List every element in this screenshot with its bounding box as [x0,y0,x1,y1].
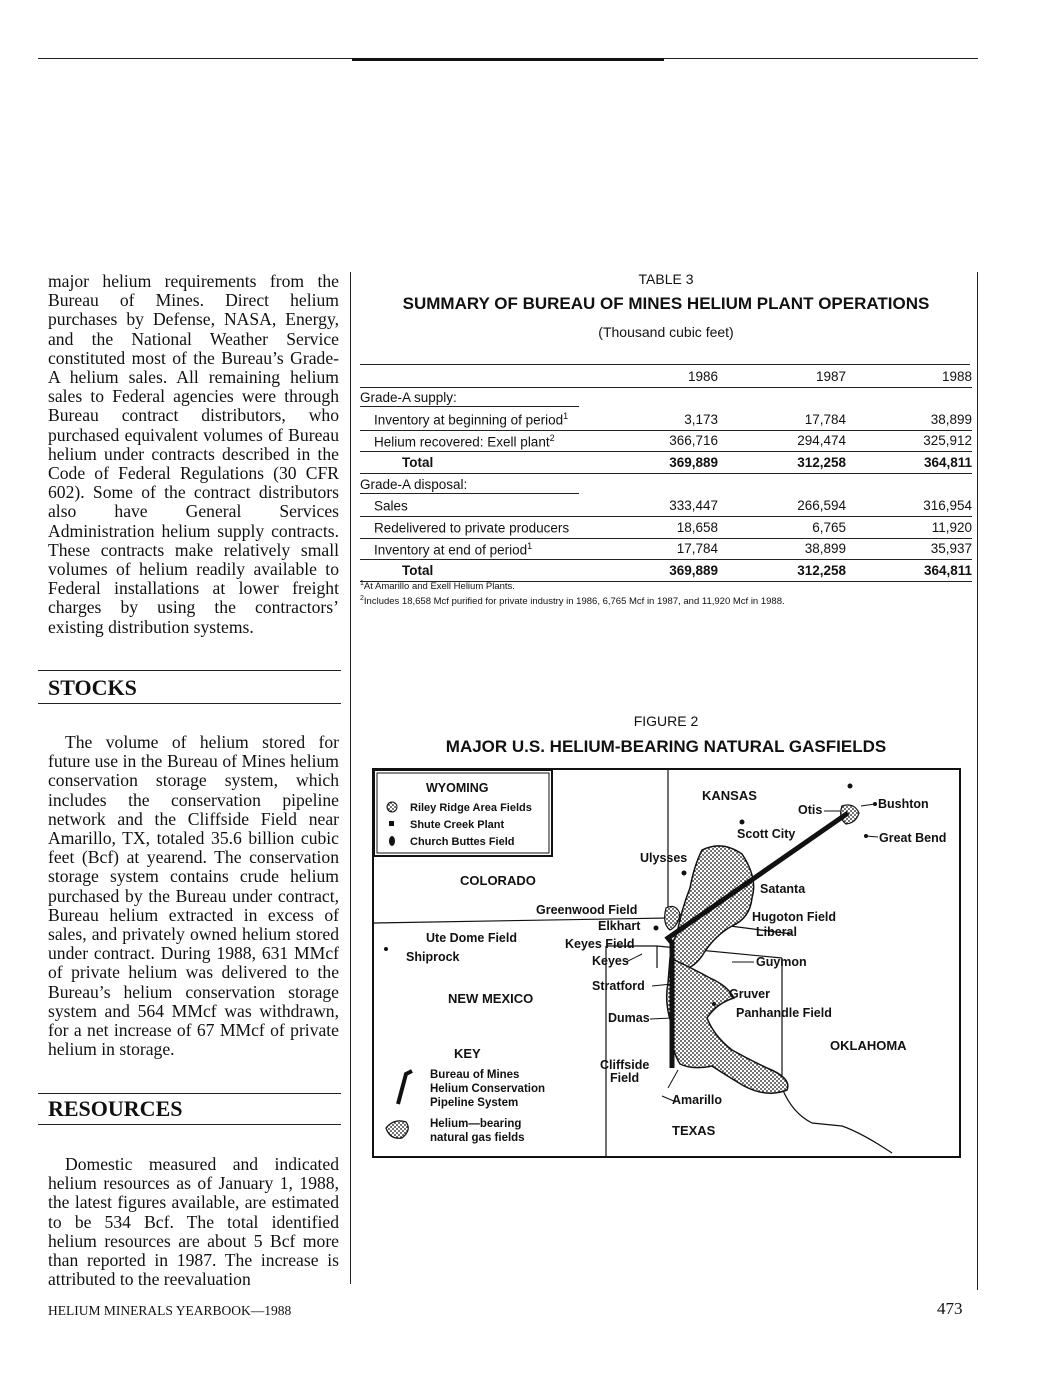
header-1987: 1987 [718,366,846,388]
stocks-paragraph: The volume of helium stored for future use in the Bureau of Mines helium conservation storage system, which includes the conservation pipeline network and the Cliffside Field near Amarillo, TX, totaled 35.6 billion cubic feet (Bcf) at yearend. The conservation storage system contains crude helium purchased by the Bureau under contract, Bureau helium extracted in excess of sales, and privately owned helium stored under contract. During 1988, 631 MMcf of private helium was delivered to the Bureau’s helium conservation storage system and 564 MMcf was withdrawn, for a net increase of 67 MMcf of private helium in storage. [48,732,339,1060]
table-row: Inventory at end of period$^1$ 17,784 38,899 35,937 [360,538,972,560]
header-1988: 1988 [846,366,972,388]
svg-text:Guymon: Guymon [756,955,807,969]
svg-text:Scott City: Scott City [737,827,796,841]
table-total-row: Total 369,889 312,258 364,811 [360,452,972,474]
riley-ridge-icon [387,802,397,812]
helium-operations-table [360,366,972,582]
resources-paragraph: Domestic measured and indicated helium resources as of January 1, 1988, the latest figures available, are estimated to be 534 Bcf. The total identified helium resources are about 5 Bcf more than reported in 1987. The increase is attributed to the reevaluation [48,1154,339,1290]
svg-text:Amarillo: Amarillo [672,1093,723,1107]
svg-text:Bureau of Mines: Bureau of Mines [430,1069,520,1081]
svg-text:Helium Conservation: Helium Conservation [430,1083,546,1095]
svg-text:Otis: Otis [798,803,823,817]
svg-text:KEY: KEY [454,1046,481,1061]
svg-text:Stratford: Stratford [592,979,645,993]
header-1986: 1986 [633,366,718,388]
svg-text:Gruver: Gruver [729,987,770,1001]
page-number: 473 [937,1299,963,1318]
table-top-rule [360,364,970,365]
svg-text:Church Buttes Field: Church Buttes Field [410,836,515,848]
paragraph-helium-sales: major helium requirements from the Bureau of Mines. Direct helium purchases by Defense, NASA, Energy, and the National Weather Service constituted most of the Bureau’s Grade-A helium sales. All remaining helium sales to Federal agencies were through Bureau contract distributors, who purchased equivalent volumes of Bureau helium under contracts described in the Code of Federal Regulations (30 CFR 602). Some of the contract distributors also have General Services Administration helium supply contracts. These contracts make relatively small volumes of helium readily available to Federal installations at lower freight charges by using the contractors’ existing distribution systems. [48,271,339,637]
table-units: (Thousand cubic feet) [598,324,734,340]
right-margin-rule [977,272,978,1290]
svg-text:natural gas fields: natural gas fields [430,1132,525,1144]
section-label-disposal: Grade-A disposal: [360,474,633,495]
svg-text:Great Bend: Great Bend [879,831,947,845]
svg-text:Shiprock: Shiprock [406,950,460,964]
svg-text:Liberal: Liberal [756,925,797,939]
svg-text:Elkhart: Elkhart [598,919,641,933]
table-row: Sales 333,447 266,594 316,954 [360,495,972,516]
top-rule-thick [352,58,664,61]
svg-text:KANSAS: KANSAS [702,788,757,803]
svg-text:Ulysses: Ulysses [640,851,688,865]
stocks-rule-top [38,670,341,671]
table-footnote-1: $^1$At Amarillo and Exell Helium Plants. [360,580,515,593]
svg-text:Riley Ridge Area Fields: Riley Ridge Area Fields [410,802,532,814]
row-label: Inventory at end of period$^1$ [360,538,633,560]
row-label: Redelivered to private producers [360,516,633,538]
resources-rule-bottom [38,1124,341,1125]
svg-text:Keyes: Keyes [592,954,629,968]
svg-text:COLORADO: COLORADO [460,873,536,888]
row-label: Helium recovered: Exell plant$^2$ [360,430,633,452]
church-buttes-icon [389,836,395,846]
figure-title: MAJOR U.S. HELIUM-BEARING NATURAL GASFIELDS [445,737,887,756]
stocks-rule-bottom [38,703,341,704]
svg-text:Shute Creek Plant: Shute Creek Plant [410,819,505,831]
svg-text:Bushton: Bushton [878,797,929,811]
table-row [360,474,972,495]
svg-text:OKLAHOMA: OKLAHOMA [830,1038,907,1053]
svg-text:NEW MEXICO: NEW MEXICO [448,991,534,1006]
svg-text:Field: Field [610,1071,640,1085]
svg-text:Cliffside: Cliffside [600,1058,650,1072]
section-label-supply: Grade-A supply: [360,388,633,409]
table-row: Inventory at beginning of period$^1$ 3,173 17,784 38,899 [360,409,972,430]
row-label: Inventory at beginning of period$^1$ [360,409,633,430]
stocks-heading: STOCKS [48,675,137,700]
row-label: Sales [360,495,633,516]
resources-heading: RESOURCES [48,1096,183,1121]
table-total-row: Total 369,889 312,258 364,811 [360,560,972,582]
table-row [360,388,972,409]
column-divider [350,272,351,1284]
figure-label: FIGURE 2 [633,713,699,729]
svg-text:TEXAS: TEXAS [672,1123,716,1138]
shute-creek-icon [389,821,394,826]
table-label: TABLE 3 [638,271,694,287]
svg-text:Helium—bearing: Helium—bearing [430,1118,522,1130]
svg-text:Keyes Field: Keyes Field [565,937,635,951]
svg-text:Ute Dome Field: Ute Dome Field [426,931,517,945]
table-row: Helium recovered: Exell plant$^2$ 366,716 294,474 325,912 [360,430,972,452]
table-title: SUMMARY OF BUREAU OF MINES HELIUM PLANT OPERATIONS [402,294,930,313]
svg-text:Hugoton Field: Hugoton Field [752,910,837,924]
svg-text:Pipeline System: Pipeline System [430,1097,519,1109]
running-title: HELIUM MINERALS YEARBOOK—1988 [48,1303,292,1318]
svg-text:Satanta: Satanta [760,882,806,896]
header-blank [360,366,633,388]
wyoming-title: WYOMING [426,781,489,795]
svg-text:Greenwood Field: Greenwood Field [536,903,638,917]
helium-gasfields-map [372,768,962,1160]
table-row: Redelivered to private producers 18,658 6,765 11,920 [360,516,972,538]
resources-rule-top [38,1093,341,1094]
svg-text:Dumas: Dumas [608,1011,650,1025]
table-footnote-2: $^2$Includes 18,658 Mcf purified for private industry in 1986, 6,765 Mcf in 1987, and 11,920 Mcf in 1988. [360,595,785,608]
svg-text:Panhandle Field: Panhandle Field [736,1006,832,1020]
table-header-row [360,366,972,388]
